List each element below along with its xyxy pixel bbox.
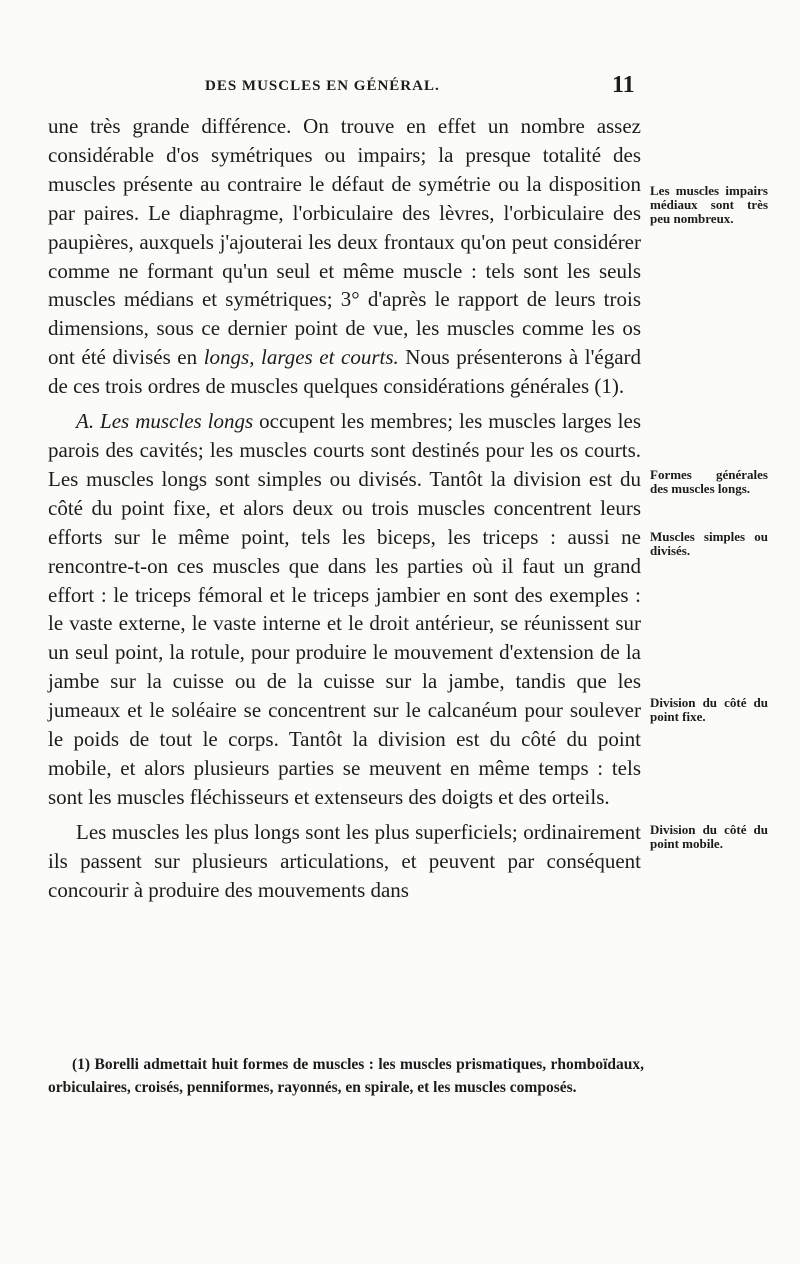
paragraph-2-emphasis: Les muscles longs	[94, 409, 254, 434]
paragraph-1	[48, 112, 641, 401]
paragraph-1-tail: Nous présenterons à l'égard de ces trois ordres de muscles quelques considérations générales (1).	[48, 345, 642, 399]
paragraph-2-text: occupent les membres; les muscles larges les parois des cavités; les muscles courts sont destinés pour les os courts. Les muscles longs sont simples ou divisés. Tantôt la division est du côté du point fixe, et alors deux ou trois muscles concentrent leurs efforts sur le même point, tels les biceps, les triceps : aussi ne rencontre-t-on ces muscles que dans les parties où il faut un grand effort : le triceps fémoral et le triceps jambier en sont des exemples : le vaste externe, le vaste interne et le droit antérieur, se réunissent sur un seul point, la rotule, pour produire le mouvement d'extension de la jambe sur la cuisse ou de la cuisse sur la jambe, tandis que les jumeaux et le soléaire se concentrent sur le calcanéum pour soulever le poids de tout le corps. Tantôt la division est du côté du point mobile, et alors plusieurs parties se meuvent en même temps : tels sont les muscles fléchisseurs et extenseurs des doigts et des orteils.	[48, 409, 641, 809]
page-number: 11	[612, 72, 635, 98]
margin-note-5: Division du côté du point mobile.	[650, 822, 768, 851]
paragraph-1-emphasis: longs, larges et courts.	[203, 345, 399, 370]
footnote: (1) Borelli admettait huit formes de muscles : les muscles prismatiques, rhomboïdaux, orbiculaires, croisés, penniformes, rayonnés, en spirale, et les muscles composés.	[48, 1056, 644, 1096]
paragraph-1-text: une très grande différence. On trouve en effet un nombre assez considérable d'os symétriques ou impairs; la presque totalité des muscles présente au contraire le défaut de symétrie ou la disposition par paires. Le diaphragme, l'orbiculaire des lèvres, l'orbiculaire des paupières, auxquels j'ajouterai les deux frontaux qu'on peut considérer comme ne formant qu'un seul et même muscle : tels sont les seuls muscles médians et symétriques; 3° d'après le rapport de leurs trois dimensions, sous ce dernier point de vue, les muscles comme les os ont été divisés en	[48, 114, 641, 370]
margin-note-4: Division du côté du point fixe.	[650, 695, 768, 724]
margin-note-1: Les muscles impairs médiaux sont très peu nombreux.	[650, 183, 768, 226]
margin-note-2: Formes générales des muscles longs.	[650, 467, 768, 496]
margin-note-3: Muscles simples ou divisés.	[650, 529, 768, 558]
running-title: DES MUSCLES EN GÉNÉRAL.	[205, 78, 440, 94]
paragraph-2	[48, 407, 641, 812]
paragraph-3	[48, 818, 641, 905]
section-letter: A.	[76, 409, 95, 434]
paragraph-3-text: Les muscles les plus longs sont les plus superficiels; ordinairement ils passent sur plusieurs articulations, et peuvent par conséquent concourir à produire des mouvements dans	[48, 819, 641, 902]
main-text	[48, 112, 641, 904]
